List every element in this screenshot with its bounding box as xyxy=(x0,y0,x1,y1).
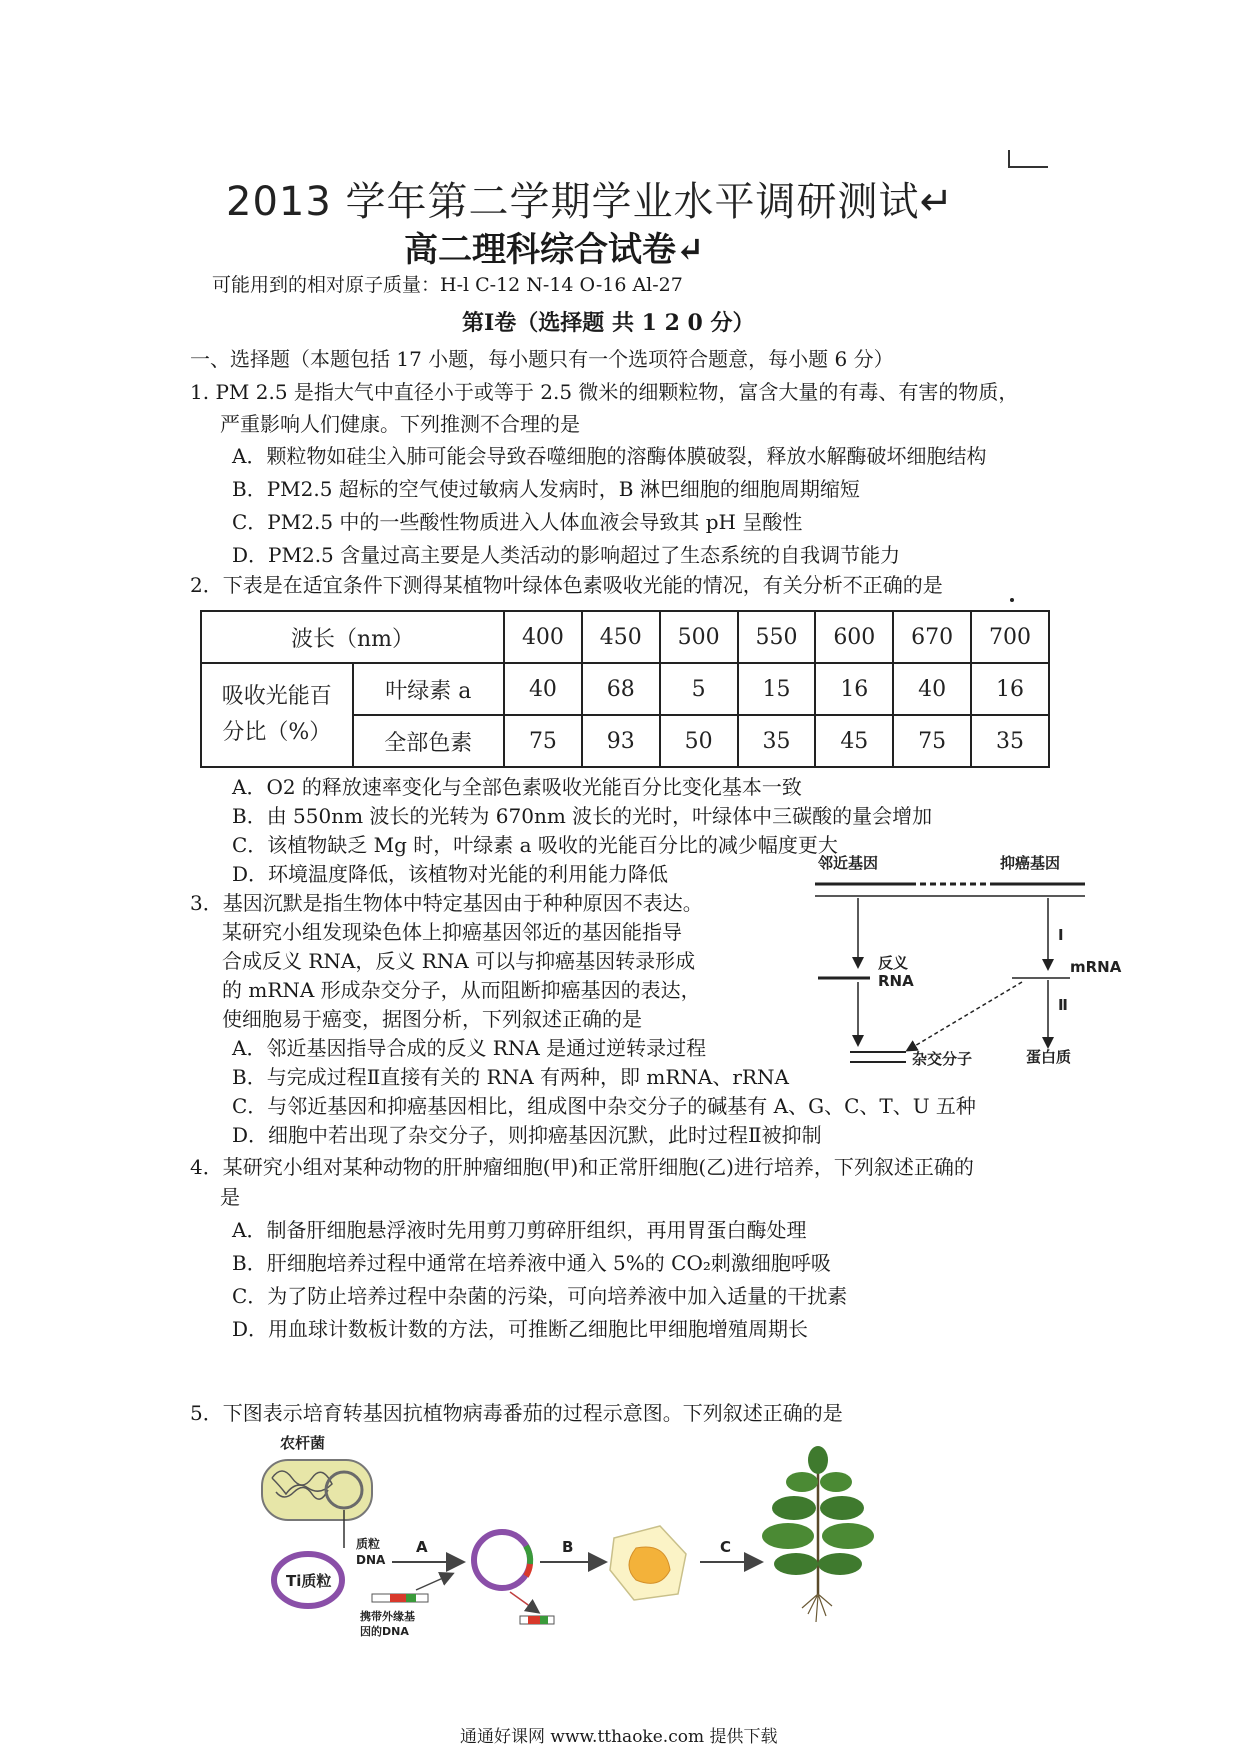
q2-option-a[interactable]: A．O2 的释放速率变化与全部色素吸收光能百分比变化基本一致 xyxy=(232,775,802,799)
label-step-1: Ⅰ xyxy=(1058,926,1064,944)
pigment-absorption-table xyxy=(200,610,1050,768)
wavelength-cell: 550 xyxy=(738,611,816,663)
q4-option-b[interactable]: B．肝细胞培养过程中通常在培养液中通入 5%的 CO₂刺激细胞呼吸 xyxy=(232,1251,831,1275)
q4-option-c[interactable]: C．为了防止培养过程中杂菌的污染，可向培养液中加入适量的干扰素 xyxy=(232,1284,848,1308)
q3-stem-line1: 3．基因沉默是指生物体中特定基因由于种种原因不表达。 xyxy=(190,891,703,915)
table-cell: 16 xyxy=(815,663,893,715)
corner-crop-mark xyxy=(1008,150,1048,168)
q2-option-b[interactable]: B．由 550nm 波长的光转为 670nm 波长的光时，叶绿体中三碳酸的量会增加 xyxy=(232,804,933,828)
excised-gene-fragment xyxy=(520,1616,554,1624)
foreign-dna-strip xyxy=(372,1594,428,1602)
label-foreign-line1: 携带外缘基 xyxy=(360,1610,415,1623)
atomic-masses-note: 可能用到的相对原子质量：H-l C-12 N-14 O-16 Al-27 xyxy=(212,274,683,296)
label-antisense-line1: 反义 xyxy=(878,954,909,972)
label-mrna: mRNA xyxy=(1070,958,1122,976)
section-heading: 第Ⅰ卷（选择题 共 1 2 0 分） xyxy=(462,310,755,336)
arrow-mrna-to-hybrid xyxy=(908,982,1022,1050)
arrow-excise-gene xyxy=(510,1592,538,1612)
q3-option-a[interactable]: A．邻近基因指导合成的反义 RNA 是通过逆转录过程 xyxy=(232,1036,707,1060)
table-cell: 16 xyxy=(971,663,1049,715)
table-cell: 40 xyxy=(893,663,971,715)
table-cell: 35 xyxy=(971,715,1049,767)
table-cell: 35 xyxy=(738,715,816,767)
wavelength-cell: 450 xyxy=(582,611,660,663)
wavelength-cell: 600 xyxy=(815,611,893,663)
q1-option-d[interactable]: D．PM2.5 含量过高主要是人类活动的影响超过了生态系统的自我调节能力 xyxy=(232,543,901,567)
table-cell: 93 xyxy=(582,715,660,767)
transgenic-tomato-diagram xyxy=(240,1430,880,1665)
q3-stem-line2: 某研究小组发现染色体上抑癌基因邻近的基因能指导 xyxy=(222,920,682,944)
row-group-label xyxy=(201,663,353,767)
q3-stem-line5: 使细胞易于癌变，据图分析，下列叙述正确的是 xyxy=(222,1007,642,1031)
emphasis-dot xyxy=(1010,598,1014,602)
table-cell: 75 xyxy=(893,715,971,767)
label-plasmid-dna-line2: DNA xyxy=(356,1553,386,1567)
q5-stem: 5．下图表示培育转基因抗植物病毒番茄的过程示意图。下列叙述正确的是 xyxy=(190,1401,843,1425)
footer-download-note: 通通好课网 www.tthaoke.com 提供下载 xyxy=(460,1727,778,1747)
row-label-all-pigments: 全部色素 xyxy=(353,715,504,767)
q1-option-c[interactable]: C．PM2.5 中的一些酸性物质进入人体血液会导致其 pH 呈酸性 xyxy=(232,510,803,534)
q4-stem-line1: 4．某研究小组对某种动物的肝肿瘤细胞(甲)和正常肝细胞(乙)进行培养，下列叙述正确的 xyxy=(190,1155,974,1179)
label-hybrid-molecule: 杂交分子 xyxy=(912,1050,973,1068)
label-step-c: C xyxy=(720,1538,732,1556)
label-protein: 蛋白质 xyxy=(1026,1048,1072,1066)
arrow-insert-gene xyxy=(416,1574,452,1590)
table-cell: 75 xyxy=(504,715,582,767)
table-cell: 45 xyxy=(815,715,893,767)
gene-silencing-diagram xyxy=(800,850,1130,1080)
transgenic-tomato-plant xyxy=(762,1446,874,1622)
label-plasmid-dna-line1: 质粒 xyxy=(356,1537,381,1551)
exam-title: 2013 学年第二学期学业水平调研测试↵ xyxy=(226,179,955,225)
q2-option-c[interactable]: C．该植物缺乏 Mg 时，叶绿素 a 吸收的光能百分比的减少幅度更大 xyxy=(232,833,838,857)
exam-subtitle: 高二理科综合试卷↵ xyxy=(404,230,705,270)
label-step-a: A xyxy=(416,1538,428,1556)
table-cell: 5 xyxy=(660,663,738,715)
table-cell: 50 xyxy=(660,715,738,767)
wavelength-cell: 670 xyxy=(893,611,971,663)
q2-stem: 2．下表是在适宜条件下测得某植物叶绿体色素吸收光能的情况，有关分析不正确的是 xyxy=(190,573,943,597)
q3-option-b[interactable]: B．与完成过程Ⅱ直接有关的 RNA 有两种，即 mRNA、rRNA xyxy=(232,1065,789,1089)
label-antisense-line2: RNA xyxy=(878,972,914,990)
label-step-2: Ⅱ xyxy=(1058,996,1068,1014)
q3-stem-line3: 合成反义 RNA，反义 RNA 可以与抑癌基因转录形成 xyxy=(222,949,696,973)
q1-option-a[interactable]: A．颗粒物如硅尘入肺可能会导致吞噬细胞的溶酶体膜破裂，释放水解酶破坏细胞结构 xyxy=(232,444,987,468)
table-cell: 15 xyxy=(738,663,816,715)
q4-stem-line2: 是 xyxy=(220,1185,240,1209)
label-ti-plasmid: Ti质粒 xyxy=(286,1572,332,1590)
wavelength-cell: 500 xyxy=(660,611,738,663)
label-agrobacterium: 农杆菌 xyxy=(280,1434,326,1452)
q2-option-d[interactable]: D．环境温度降低，该植物对光能的利用能力降低 xyxy=(232,862,669,886)
q3-option-c[interactable]: C．与邻近基因和抑癌基因相比，组成图中杂交分子的碱基有 A、G、C、T、U 五种 xyxy=(232,1094,976,1118)
table-header-wavelength: 波长（nm） xyxy=(201,611,504,663)
tomato-leaf-tissue xyxy=(610,1526,686,1600)
q1-stem-line2: 严重影响人们健康。下列推测不合理的是 xyxy=(220,412,580,436)
q1-stem-line1: 1. PM 2.5 是指大气中直径小于或等于 2.5 微米的细颗粒物，富含大量的有毒、有害的物质， xyxy=(190,380,1019,404)
q1-option-b[interactable]: B．PM2.5 超标的空气使过敏病人发病时，B 淋巴细胞的细胞周期缩短 xyxy=(232,477,860,501)
agrobacterium-cell xyxy=(262,1460,372,1520)
q4-option-d[interactable]: D．用血球计数板计数的方法，可推断乙细胞比甲细胞增殖周期长 xyxy=(232,1317,809,1341)
row-label-chlorophyll-a: 叶绿素 a xyxy=(353,663,504,715)
q3-option-d[interactable]: D．细胞中若出现了杂交分子，则抑癌基因沉默，此时过程Ⅱ被抑制 xyxy=(232,1123,822,1147)
row-group-label-line2: 分比（%） xyxy=(222,720,332,745)
label-step-b: B xyxy=(562,1538,574,1556)
table-cell: 40 xyxy=(504,663,582,715)
label-neighbor-gene: 邻近基因 xyxy=(818,854,879,872)
q3-stem-line4: 的 mRNA 形成杂交分子，从而阻断抑癌基因的表达， xyxy=(222,978,701,1002)
table-cell: 68 xyxy=(582,663,660,715)
wavelength-cell: 400 xyxy=(504,611,582,663)
wavelength-cell: 700 xyxy=(971,611,1049,663)
instructions: 一、选择题（本题包括 17 小题，每小题只有一个选项符合题意，每小题 6 分） xyxy=(190,347,894,371)
recombinant-plasmid xyxy=(474,1532,530,1588)
label-foreign-line2: 因的DNA xyxy=(360,1625,409,1638)
q4-option-a[interactable]: A．制备肝细胞悬浮液时先用剪刀剪碎肝组织，再用胃蛋白酶处理 xyxy=(232,1218,807,1242)
label-tumor-suppressor-gene: 抑癌基因 xyxy=(1000,854,1061,872)
row-group-label-line1: 吸收光能百 xyxy=(221,684,332,709)
